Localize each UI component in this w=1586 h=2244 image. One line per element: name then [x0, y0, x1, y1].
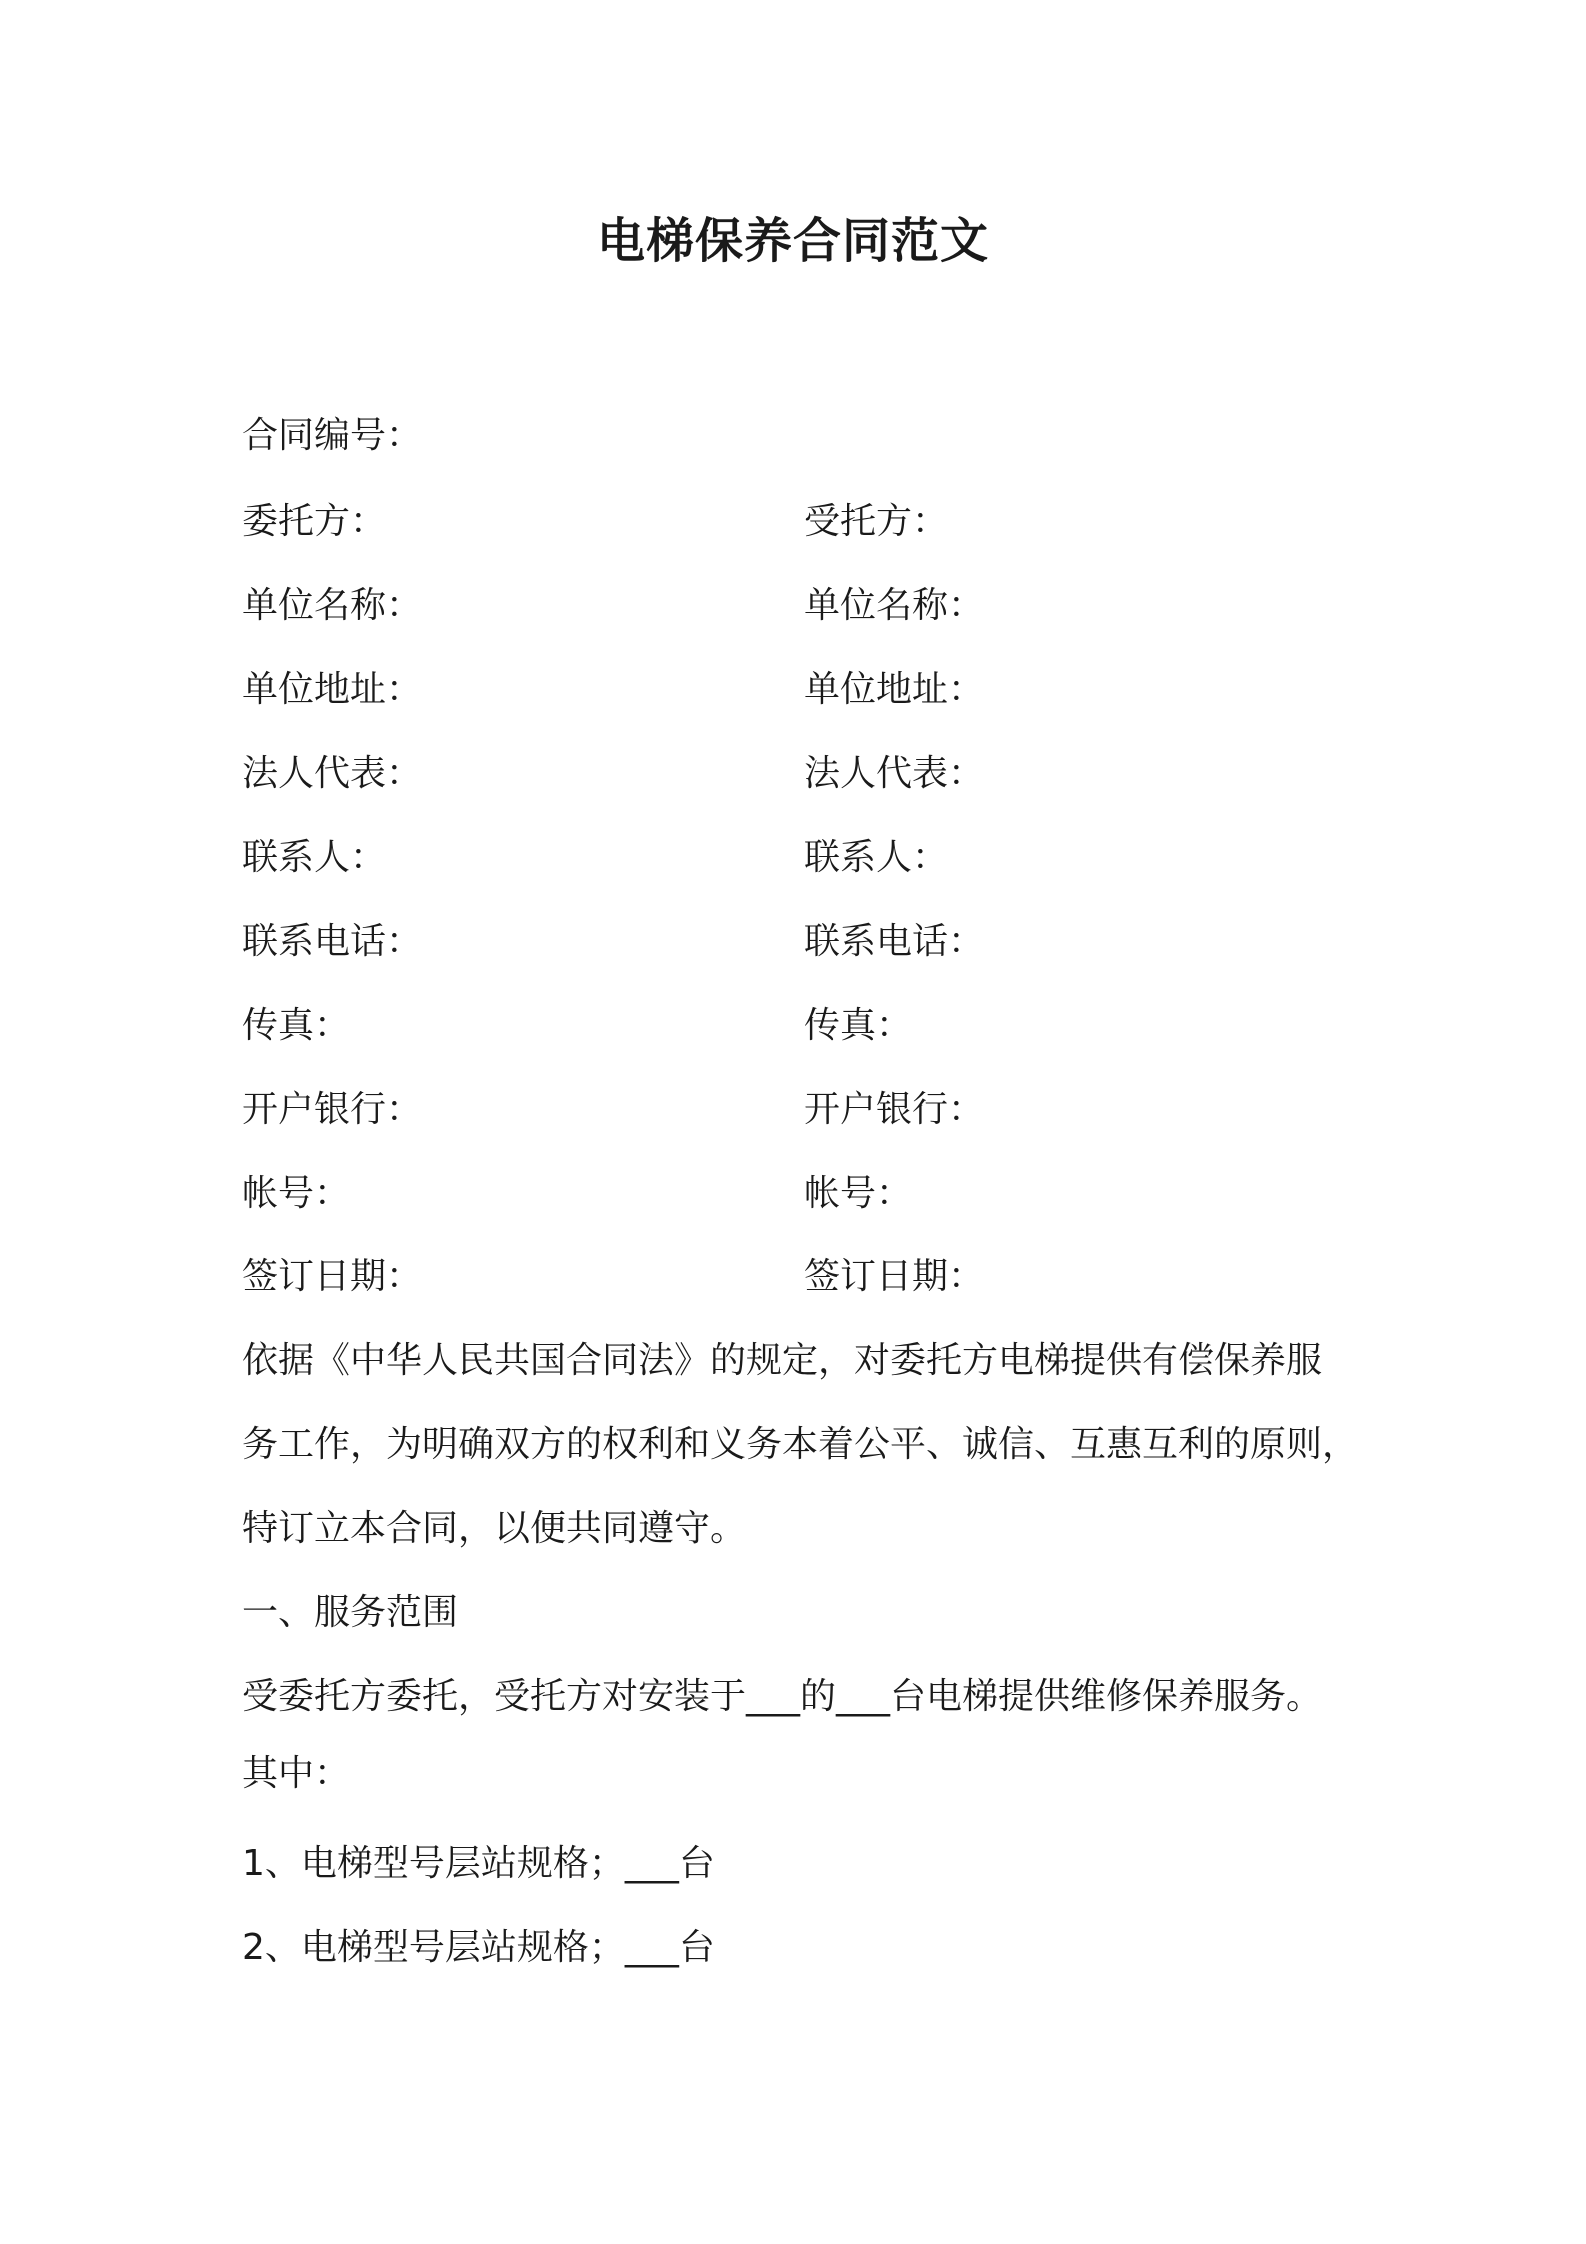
section-1-body: 受委托方委托，受托方对安装于___的___台电梯提供维修保养服务。 [242, 1676, 1323, 1717]
contractor-contact-label: 联系人： [804, 837, 949, 878]
preamble-line-1: 依据《中华人民共国合同法》的规定，对委托方电梯提供有偿保养服 [242, 1340, 1323, 1381]
document-title: 电梯保养合同范文 [596, 213, 989, 269]
preamble-line-2: 务工作，为明确双方的权利和义务本着公平、诚信、互惠互利的原则， [242, 1424, 1359, 1465]
contractor-header: 受托方： [804, 501, 949, 542]
section-1-note: 其中： [242, 1753, 351, 1794]
contractor-fax-label: 传真： [804, 1005, 913, 1046]
contractor-legal-rep-label: 法人代表： [804, 753, 985, 794]
client-sign-date-label: 签订日期： [242, 1256, 423, 1297]
client-legal-rep-label: 法人代表： [242, 753, 423, 794]
section-1-heading: 一、服务范围 [242, 1592, 459, 1633]
client-fax-label: 传真： [242, 1005, 351, 1046]
client-unit-name-label: 单位名称： [242, 585, 423, 626]
preamble-line-3: 特订立本合同，以便共同遵守。 [242, 1508, 747, 1549]
section-1-item-2: 2、电梯型号层站规格；___台 [242, 1927, 715, 1968]
client-phone-label: 联系电话： [242, 921, 423, 962]
contractor-unit-address-label: 单位地址： [804, 669, 985, 710]
client-contact-label: 联系人： [242, 837, 387, 878]
contractor-account-label: 帐号： [804, 1173, 913, 1214]
contractor-unit-name-label: 单位名称： [804, 585, 985, 626]
contractor-sign-date-label: 签订日期： [804, 1256, 985, 1297]
client-unit-address-label: 单位地址： [242, 669, 423, 710]
contract-number-label: 合同编号： [242, 415, 423, 456]
client-header: 委托方： [242, 501, 387, 542]
contractor-phone-label: 联系电话： [804, 921, 985, 962]
contractor-bank-label: 开户银行： [804, 1089, 985, 1130]
client-account-label: 帐号： [242, 1173, 351, 1214]
section-1-item-1: 1、电梯型号层站规格；___台 [242, 1843, 715, 1884]
client-bank-label: 开户银行： [242, 1089, 423, 1130]
